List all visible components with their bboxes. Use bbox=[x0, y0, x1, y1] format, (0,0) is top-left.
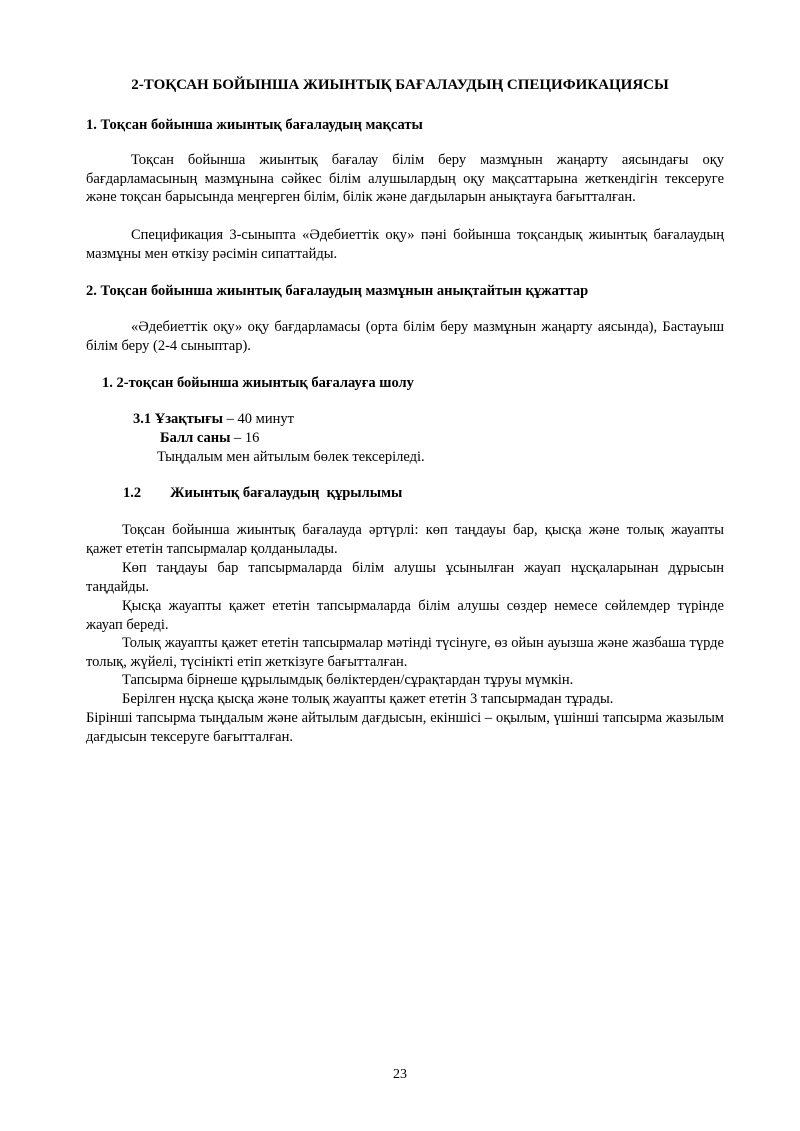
duration-value: – 40 минут bbox=[223, 411, 294, 427]
section-4-paragraph-6: Берілген нұсқа қысқа және толық жауапты қажет ететін 3 тапсырмадан тұрады. bbox=[122, 691, 614, 707]
section-3-heading: 1. 2-тоқсан бойынша жиынтық бағалауға шолу bbox=[102, 375, 414, 391]
page-number: 23 bbox=[393, 1067, 407, 1082]
section-2-heading: 2. Тоқсан бойынша жиынтық бағалаудың мазмұнын анықтайтын құжаттар bbox=[86, 283, 589, 299]
section-4-paragraph-4: Толық жауапты қажет ететін тапсырмалар мәтінді түсінуге, өз ойын ауызша және жазбаша түрде толық, жүйелі, түсінікті етіп жеткізуге бағытталған. bbox=[86, 635, 724, 670]
document-title: 2-ТОҚСАН БОЙЫНША ЖИЫНТЫҚ БАҒАЛАУДЫҢ СПЕЦИФИКАЦИЯСЫ bbox=[131, 77, 669, 93]
section-4-paragraph-1: Тоқсан бойынша жиынтық бағалауда әртүрлі: көп таңдауы бар, қысқа және толық жауапты қажет ететін тапсырмалар қолданылады. bbox=[86, 522, 724, 557]
section-1-paragraph-2: Спецификация 3-сыныпта «Әдебиеттік оқу» пәні бойынша тоқсандық жиынтық бағалаудың мазмұны мен өткізу рәсімін сипаттайды. bbox=[86, 227, 724, 262]
section-1-paragraph-1: Тоқсан бойынша жиынтық бағалау білім беру мазмұнын жаңарту аясындағы оқу бағдарламасының мазмұнына сәйкес білім алушылардың оқу мақсаттарына жеткендігін тексеруге және тоқсан барысында меңгерген білім, білік және дағдыларын анықтауға бағытталған. bbox=[86, 152, 724, 206]
section-4-paragraph-3: Қысқа жауапты қажет ететін тапсырмаларда білім алушы сөздер немесе сөйлемдер түрінде жауап береді. bbox=[86, 598, 724, 633]
section-4-heading: 1.2 Жиынтық бағалаудың құрылымы bbox=[123, 485, 403, 501]
section-4-paragraph-5: Тапсырма бірнеше құрылымдық бөліктерден/сұрақтардан тұруы мүмкін. bbox=[122, 672, 574, 688]
score-label: Балл саны bbox=[160, 430, 231, 446]
duration-line bbox=[133, 410, 294, 428]
section-1-heading: 1. Тоқсан бойынша жиынтық бағалаудың мақсаты bbox=[86, 117, 423, 133]
listening-speaking-note: Тыңдалым мен айтылым бөлек тексеріледі. bbox=[157, 449, 425, 465]
score-line bbox=[160, 429, 259, 447]
section-4-paragraph-7: Бірінші тапсырма тыңдалым және айтылым дағдысын, екіншісі – оқылым, үшінші тапсырма жазылым дағдысын тексеруге бағытталған. bbox=[86, 710, 724, 745]
score-value: – 16 bbox=[230, 430, 260, 446]
section-4-paragraph-2: Көп таңдауы бар тапсырмаларда білім алушы ұсынылған жауап нұсқаларынан дұрысын таңдайды. bbox=[86, 560, 724, 595]
section-2-paragraph-1: «Әдебиеттік оқу» оқу бағдарламасы (орта білім беру мазмұнын жаңарту аясында), Бастауыш білім беру (2-4 сыныптар). bbox=[86, 319, 724, 354]
duration-label: 3.1 Ұзақтығы bbox=[133, 411, 224, 427]
